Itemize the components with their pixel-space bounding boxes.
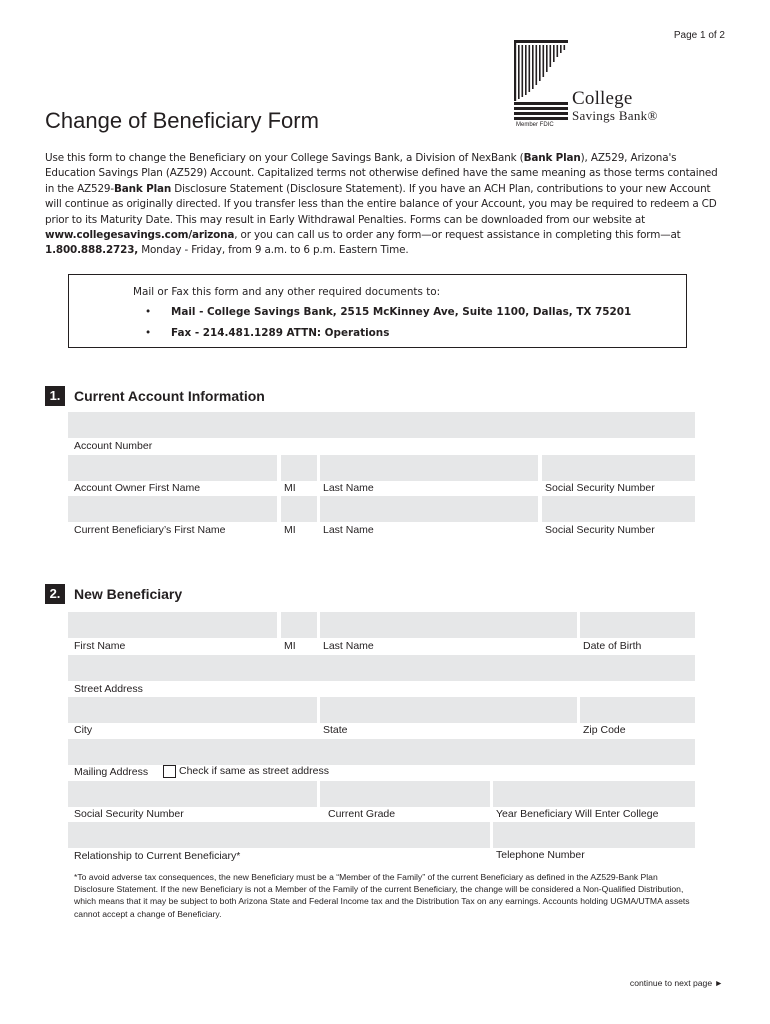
beneficiary-last-name-label: Last Name	[323, 524, 374, 536]
form-title: Change of Beneficiary Form	[45, 108, 319, 133]
column-icon	[512, 40, 570, 126]
new-first-name-label: First Name	[74, 640, 126, 652]
beneficiary-first-name-field[interactable]	[68, 496, 277, 522]
mail-fax-instructions-box	[68, 274, 687, 348]
city-label: City	[74, 724, 93, 736]
new-ssn-field[interactable]	[68, 781, 317, 807]
fax-number-line: • Fax - 214.481.1289 ATTN: Operations	[145, 327, 390, 339]
owner-last-name-label: Last Name	[323, 482, 374, 494]
new-last-name-field[interactable]	[320, 612, 577, 638]
new-mi-field[interactable]	[281, 612, 317, 638]
year-enter-college-label: Year Beneficiary Will Enter College	[496, 808, 659, 820]
member-fdic-label: Member FDIC	[516, 122, 554, 128]
account-number-field[interactable]	[68, 412, 695, 438]
page-number: Page 1 of 2	[673, 30, 725, 41]
beneficiary-ssn-field[interactable]	[542, 496, 695, 522]
new-ssn-label: Social Security Number	[74, 808, 184, 820]
beneficiary-mi-field[interactable]	[281, 496, 317, 522]
website-link[interactable]: www.collegesavings.com/arizona	[45, 229, 235, 242]
telephone-label: Telephone Number	[496, 849, 585, 861]
owner-ssn-field[interactable]	[542, 455, 695, 481]
same-as-street-checkbox[interactable]	[163, 765, 176, 778]
relationship-label: Relationship to Current Beneficiary*	[74, 850, 241, 862]
street-address-label: Street Address	[74, 683, 143, 695]
current-grade-label: Current Grade	[328, 808, 396, 820]
section-2-title: New Beneficiary	[74, 586, 183, 602]
owner-mi-label: MI	[284, 482, 296, 494]
beneficiary-ssn-label: Social Security Number	[545, 524, 655, 536]
beneficiary-first-name-label: Current Beneficiary’s First Name	[74, 524, 226, 536]
relationship-field[interactable]	[68, 822, 490, 848]
same-as-street-label: Check if same as street address	[179, 765, 329, 777]
owner-ssn-label: Social Security Number	[545, 482, 655, 494]
intro-paragraph: Use this form to change the Beneficiary on your College Savings Bank, a Division of NexBank (Bank Plan), AZ529, Arizona's Education Savings Plan (AZ529) Account. Capitalized terms not otherwise defined have the same meaning as those terms contained in the AZ529-Bank Plan Disclosure Statement (Disclosure Statement). If you have an ACH Plan, contributions to your new Account will continue as originally directed. If you transfer less than the entire balance of your Account, you may be required to redeem a CD prior to its Maturity Date. This may result in Early Withdrawal Penalties. Forms can be downloaded from our website at www.collegesavings.com/arizona, or you can call us to order any form—or request assistance in completing this form—at 1.800.888.2723, Monday - Friday, from 9 a.m. to 6 p.m. Eastern Time.	[45, 152, 718, 257]
owner-last-name-field[interactable]	[320, 455, 538, 481]
telephone-field[interactable]	[493, 822, 695, 848]
beneficiary-mi-label: MI	[284, 524, 296, 536]
section-1-title: Current Account Information	[74, 388, 265, 404]
mailing-address-field[interactable]	[68, 739, 695, 765]
logo-text-savings-bank: Savings Bank®	[572, 108, 658, 123]
zip-code-label: Zip Code	[583, 724, 626, 736]
beneficiary-last-name-field[interactable]	[320, 496, 538, 522]
account-number-label: Account Number	[74, 440, 153, 452]
new-mi-label: MI	[284, 640, 296, 652]
state-label: State	[323, 724, 348, 736]
phone-number: 1.800.888.2723,	[45, 244, 139, 257]
owner-first-name-field[interactable]	[68, 455, 277, 481]
city-field[interactable]	[68, 697, 317, 723]
date-of-birth-field[interactable]	[580, 612, 695, 638]
year-enter-college-field[interactable]	[493, 781, 695, 807]
new-last-name-label: Last Name	[323, 640, 374, 652]
mail-fax-heading: Mail or Fax this form and any other required documents to:	[133, 286, 441, 298]
logo-text-college: College	[572, 88, 633, 109]
state-field[interactable]	[320, 697, 577, 723]
section-2-number: 2.	[45, 584, 65, 604]
current-grade-field[interactable]	[320, 781, 490, 807]
mail-address-line: • Mail - College Savings Bank, 2515 McKinney Ave, Suite 1100, Dallas, TX 75201	[145, 306, 632, 318]
zip-code-field[interactable]	[580, 697, 695, 723]
mailing-address-label: Mailing Address	[74, 766, 149, 778]
owner-mi-field[interactable]	[281, 455, 317, 481]
section-1-number: 1.	[45, 386, 65, 406]
college-savings-bank-logo	[512, 40, 684, 132]
continue-next-page-label: continue to next page ►	[629, 978, 723, 988]
new-first-name-field[interactable]	[68, 612, 277, 638]
street-address-field[interactable]	[68, 655, 695, 681]
owner-first-name-label: Account Owner First Name	[74, 482, 201, 494]
date-of-birth-label: Date of Birth	[583, 640, 642, 652]
member-of-family-footnote: *To avoid adverse tax consequences, the new Beneficiary must be a “Member of the Family” of the current Beneficiary as defined in the AZ529-Bank Plan Disclosure Statement. If the new Beneficiary is not a Member of the Family of the current Beneficiary, the change will be considered a Non-Qualified Distribution, which means that it may be subject to both Arizona State and Federal Income tax and the Distribution Tax on any earnings. Accounts holding UGMA/UTMA assets cannot accept a change of Beneficiary.	[74, 872, 690, 919]
